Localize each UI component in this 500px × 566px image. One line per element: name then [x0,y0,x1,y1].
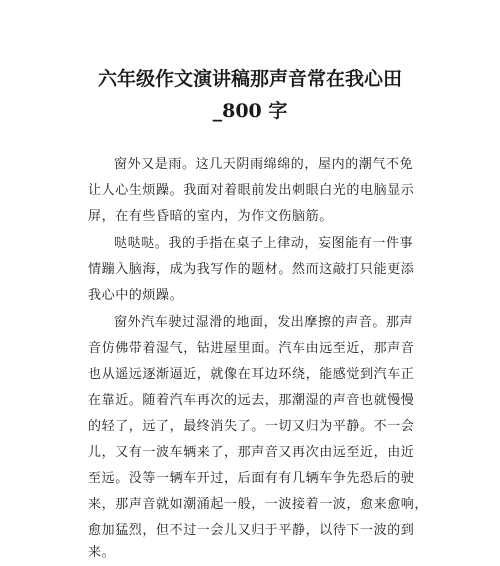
paragraph-line: 在靠近。随着汽车再次的远去，那潮湿的声音也就慢慢 [88,393,415,408]
paragraph-line: 至远。没等一辆车开过，后面有有几辆车争先恐后的驶 [88,471,415,486]
paragraph-line: 情蹦入脑海，成为我写作的题材。然而这敲打只能更添 [88,262,415,277]
paragraph-line: 窗外汽车驶过湿滑的地面，发出摩擦的声音。那声 [114,315,414,330]
paragraph-line: 我心中的烦躁。 [88,288,184,303]
document-title-line-2: _800 字 [212,100,288,122]
paragraph-line: 也从遥远逐渐逼近，就像在耳边环绕，能感觉到汽车正 [88,367,415,382]
paragraph-line: 哒哒哒。我的手指在桌子上律动，妄图能有一件事 [114,236,414,251]
paragraph-line: 窗外又是雨。这几天阴雨绵绵的，屋内的潮气不免 [114,157,414,172]
paragraph-line: 让人心生烦躁。我面对着眼前发出刺眼白光的电脑显示 [88,183,415,198]
paragraph-line: 来。 [88,545,116,560]
paragraph-line: 屏，在有些昏暗的室内，为作文伤脑筋。 [88,209,333,224]
paragraph-line: 愈加猛烈，但不过一会儿又归于平静，以待下一波的到 [88,523,415,538]
paragraph-line: 来，那声音就如潮涌起一般，一波接着一波，愈来愈响， [88,497,428,512]
paragraph-line: 儿，又有一波车辆来了，那声音又再次由远至近，由近 [88,445,415,460]
paragraph-line: 音仿佛带着湿气，钻进屋里面。汽车由远至近，那声音 [88,341,415,356]
document-title-line-1: 六年级作文演讲稿那声音常在我心田 [97,68,402,90]
paragraph-line: 的轻了，远了，最终消失了。一切又归为平静。不一会 [88,419,415,434]
